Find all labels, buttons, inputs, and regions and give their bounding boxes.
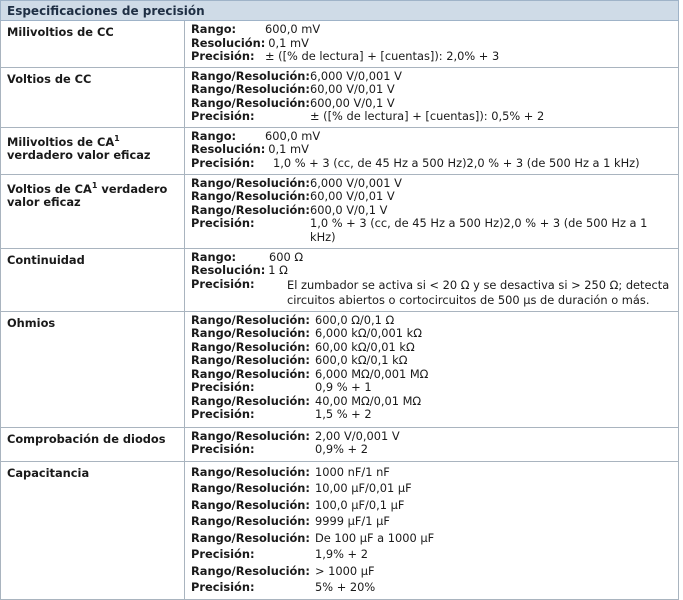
spec-line <box>191 546 673 563</box>
spec-line <box>191 563 673 580</box>
spec-line <box>191 264 673 278</box>
spec-label: Rango/Resolución: <box>191 175 310 190</box>
spec-label: Rango/Resolución: <box>191 464 310 479</box>
spec-details <box>185 427 679 461</box>
spec-value: 1,9% + 2 <box>315 547 368 561</box>
spec-details <box>185 174 679 248</box>
measure-name: Voltios de CC <box>1 67 185 127</box>
spec-value: 600 Ω <box>269 249 304 264</box>
spec-line <box>191 143 673 157</box>
spec-label: Precisión: <box>191 155 255 170</box>
spec-line <box>191 464 673 481</box>
spec-label: Rango/Resolución: <box>191 563 310 578</box>
spec-value: 100,0 µF/0,1 µF <box>315 497 405 512</box>
spec-label: Rango/Resolución: <box>191 366 310 381</box>
spec-value: 0,9 % + 1 <box>315 380 372 394</box>
spec-label: Rango: <box>191 22 237 36</box>
spec-row-diodos <box>1 427 679 461</box>
spec-value: 1,0 % + 3 (cc, de 45 Hz a 500 Hz)2,0 % + 3 (de 500 Hz a 1 kHz) <box>310 216 648 244</box>
spec-value: 1000 nF/1 nF <box>315 464 390 479</box>
table-title: Especificaciones de precisión <box>1 1 679 21</box>
spec-value: 600,0 mV <box>265 22 321 36</box>
spec-details <box>185 248 679 311</box>
spec-value: 600,00 V/0,1 V <box>310 95 395 110</box>
spec-line <box>191 130 673 144</box>
spec-value: 1,0 % + 3 (cc, de 45 Hz a 500 Hz)2,0 % + 3 (de 500 Hz a 1 kHz) <box>273 155 640 170</box>
spec-label: Precisión: <box>191 547 255 561</box>
spec-label: Rango/Resolución: <box>191 514 310 528</box>
measure-name: Ohmios <box>1 311 185 427</box>
spec-line <box>191 251 673 265</box>
spec-value: 6,000 MΩ/0,001 MΩ <box>315 366 429 381</box>
spec-line <box>191 381 673 395</box>
spec-row-milivoltios-ca <box>1 127 679 174</box>
spec-line <box>191 579 673 596</box>
spec-value: ± ([% de lectura] + [cuentas]): 0,5% + 2 <box>310 109 545 123</box>
spec-value: 600,0 kΩ/0,1 kΩ <box>315 353 408 367</box>
spec-line <box>191 177 673 191</box>
spec-line <box>191 443 673 457</box>
spec-value: 0,1 mV <box>268 142 309 156</box>
spec-value: 6,000 V/0,001 V <box>310 68 402 83</box>
spec-label: Rango/Resolución: <box>191 95 310 110</box>
spec-label: Rango/Resolución: <box>191 393 310 408</box>
spec-value: 1,5 % + 2 <box>315 407 372 421</box>
spec-label: Rango/Resolución: <box>191 312 310 327</box>
spec-row-continuidad <box>1 248 679 311</box>
spec-label: Precisión: <box>191 580 255 594</box>
spec-line <box>191 110 673 124</box>
spec-row-voltios-cc <box>1 67 679 127</box>
spec-value: 6,000 V/0,001 V <box>310 175 402 190</box>
spec-line <box>191 354 673 368</box>
spec-details <box>185 461 679 599</box>
spec-value: 600,0 V/0,1 V <box>310 202 388 217</box>
spec-line <box>191 190 673 204</box>
spec-label: Rango/Resolución: <box>191 202 310 217</box>
spec-details <box>185 67 679 127</box>
measure-name: Milivoltios de $CA^1$ verdadero valor eficaz <box>1 127 185 174</box>
spec-line <box>191 37 673 51</box>
spec-line <box>191 50 673 64</box>
spec-label: Precisión: <box>191 442 255 456</box>
spec-value: De 100 µF a 1000 µF <box>315 530 435 545</box>
spec-value: 6,000 kΩ/0,001 kΩ <box>315 326 422 340</box>
spec-line <box>191 513 673 530</box>
spec-label: Resolución: <box>191 35 266 50</box>
spec-label: Precisión: <box>191 109 255 123</box>
spec-value: 40,00 MΩ/0,01 MΩ <box>315 393 422 408</box>
spec-line <box>191 395 673 409</box>
spec-label: Rango/Resolución: <box>191 189 310 203</box>
measure-name: Voltios de $CA^1$ verdadero valor eficaz <box>1 174 185 248</box>
spec-value: 600,0 Ω/0,1 Ω <box>315 312 395 327</box>
spec-label: Rango: <box>191 249 237 264</box>
spec-label: Rango/Resolución: <box>191 530 310 545</box>
spec-line <box>191 70 673 84</box>
spec-row-milivoltios-cc <box>1 21 679 68</box>
spec-value: 0,1 mV <box>268 35 309 50</box>
spec-value: 60,00 kΩ/0,01 kΩ <box>315 339 415 354</box>
spec-label: Rango/Resolución: <box>191 326 310 340</box>
spec-row-capacitancia <box>1 461 679 599</box>
spec-details <box>185 127 679 174</box>
spec-value: 10,00 µF/0,01 µF <box>315 481 412 495</box>
spec-line <box>191 530 673 547</box>
spec-line <box>191 480 673 497</box>
measure-name: Comprobación de diodos <box>1 427 185 461</box>
measure-name: Capacitancia <box>1 461 185 599</box>
spec-value: ± ([% de lectura] + [cuentas]): 2,0% + 3 <box>265 49 500 63</box>
spec-line <box>191 217 673 244</box>
spec-line <box>191 341 673 355</box>
spec-label: Resolución: <box>191 263 266 277</box>
spec-label: Rango/Resolución: <box>191 339 310 354</box>
spec-line <box>191 83 673 97</box>
spec-line <box>191 97 673 111</box>
spec-value: 2,00 V/0,001 V <box>315 428 400 443</box>
spec-value: 60,00 V/0,01 V <box>310 189 395 203</box>
table-header-row <box>1 1 679 21</box>
spec-label: Rango: <box>191 128 237 143</box>
spec-value: 60,00 V/0,01 V <box>310 82 395 96</box>
spec-line <box>191 408 673 422</box>
spec-line <box>191 204 673 218</box>
spec-row-voltios-ca <box>1 174 679 248</box>
spec-label: Precisión: <box>191 380 255 394</box>
measure-name: Milivoltios de CC <box>1 21 185 68</box>
spec-label: Resolución: <box>191 142 266 156</box>
spec-label: Rango/Resolución: <box>191 497 310 512</box>
spec-label: Rango/Resolución: <box>191 481 310 495</box>
spec-label: Rango/Resolución: <box>191 68 310 83</box>
spec-value: 0,9% + 2 <box>315 442 368 456</box>
spec-details <box>185 21 679 68</box>
spec-value: 5% + 20% <box>315 580 376 594</box>
spec-label: Precisión: <box>191 276 255 291</box>
spec-label: Rango/Resolución: <box>191 428 310 443</box>
spec-details <box>185 311 679 427</box>
measure-name: Continuidad <box>1 248 185 311</box>
spec-line <box>191 368 673 382</box>
spec-label: Precisión: <box>191 49 255 63</box>
spec-line <box>191 23 673 37</box>
spec-line <box>191 327 673 341</box>
spec-line <box>191 497 673 514</box>
spec-value: 600,0 mV <box>265 128 321 143</box>
spec-line <box>191 430 673 444</box>
spec-value: 1 Ω <box>268 263 288 277</box>
spec-line <box>191 278 673 308</box>
spec-value: > 1000 µF <box>315 563 375 578</box>
spec-value: 9999 µF/1 µF <box>315 514 390 528</box>
spec-label: Precisión: <box>191 216 255 230</box>
spec-line <box>191 157 673 171</box>
spec-value: El zumbador se activa si < 20 Ω y se desactiva si > 250 Ω; detecta circuitos abiertos o cortocircuitos de 500 µs de duración o más. <box>287 277 670 307</box>
spec-label: Rango/Resolución: <box>191 82 310 96</box>
spec-row-ohmios <box>1 311 679 427</box>
spec-label: Rango/Resolución: <box>191 353 310 367</box>
spec-line <box>191 314 673 328</box>
spec-label: Precisión: <box>191 407 255 421</box>
